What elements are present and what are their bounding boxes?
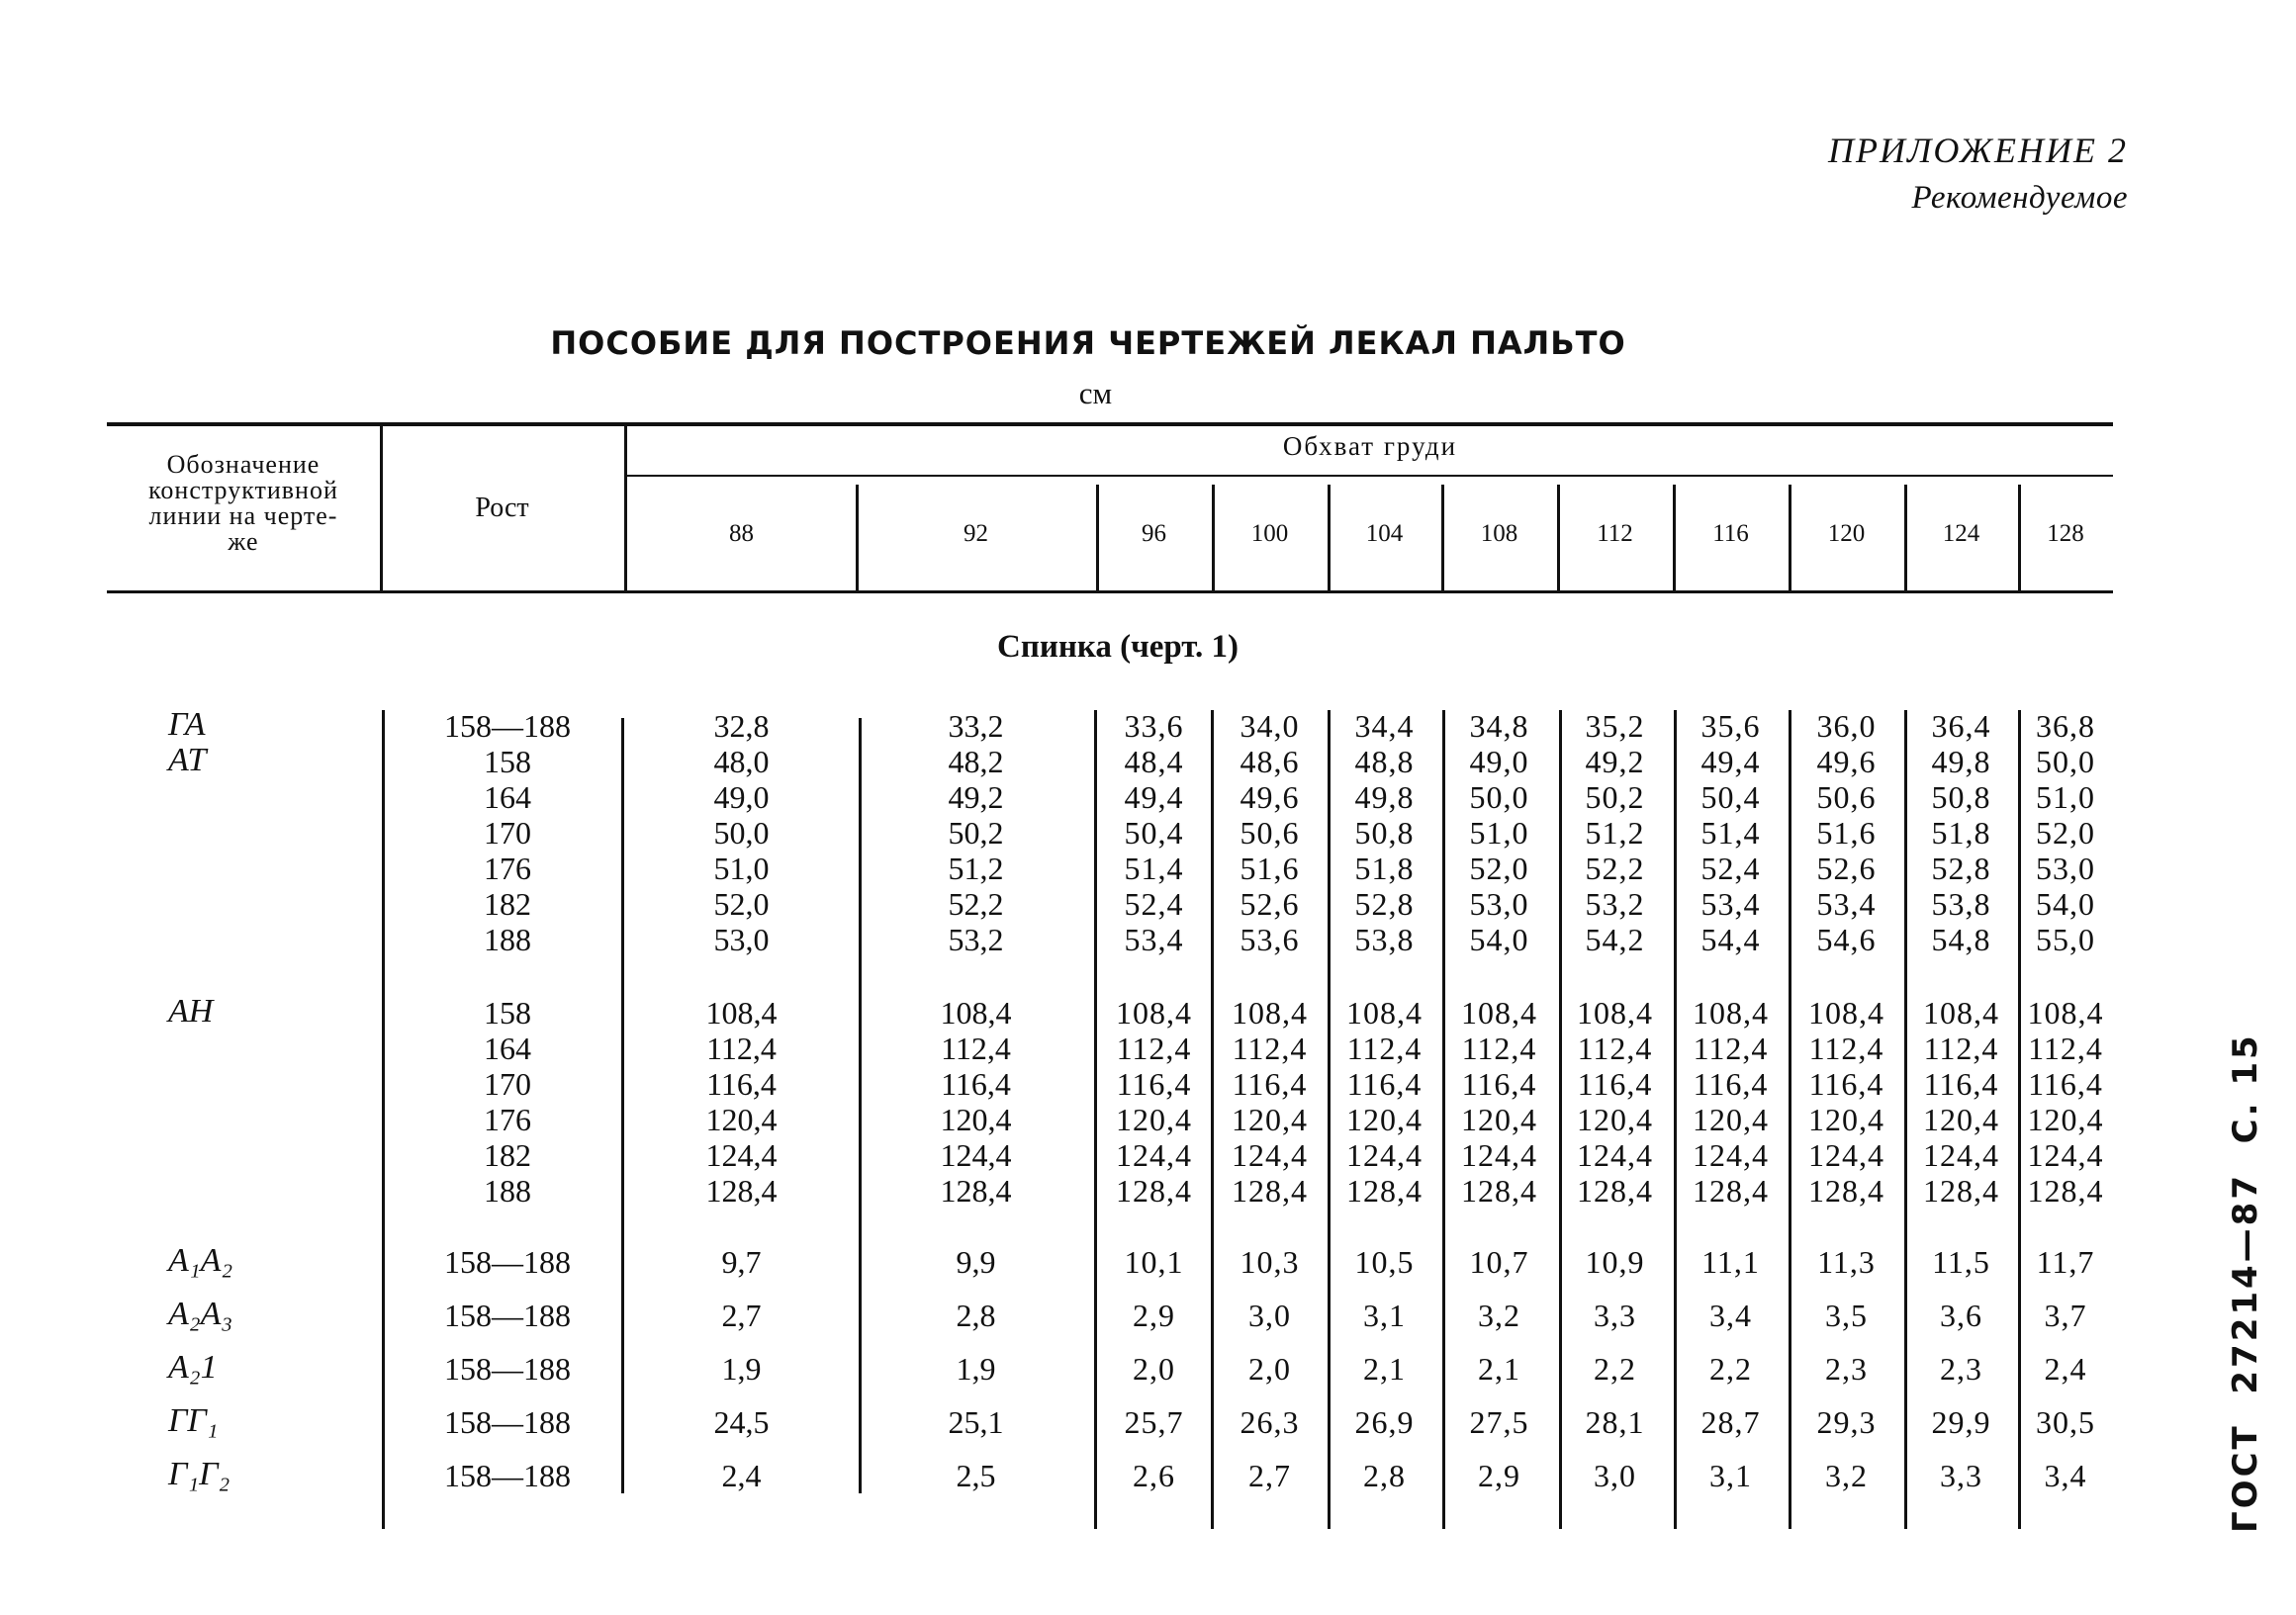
- table-cell: 54,0: [2036, 886, 2095, 922]
- size-header-112: 112: [1597, 520, 1633, 547]
- table-cell: 112,4: [1808, 1031, 1884, 1066]
- row-height: 158—188: [444, 1244, 571, 1280]
- table-cell: 124,4: [2027, 1137, 2104, 1173]
- table-cell: 50,0: [2036, 744, 2095, 779]
- table-cell: 128,4: [705, 1173, 778, 1209]
- table-cell: 3,0: [1594, 1458, 1636, 1493]
- table-cell: 36,8: [2036, 708, 2095, 744]
- table-cell: 11,3: [1817, 1244, 1876, 1280]
- table-cell: 108,4: [1808, 995, 1884, 1031]
- table-cell: 52,4: [1700, 851, 1761, 886]
- table-cell: 2,1: [1478, 1351, 1520, 1387]
- row-height: 182: [484, 1137, 531, 1173]
- document-title: ПОСОБИЕ ДЛЯ ПОСТРОЕНИЯ ЧЕРТЕЖЕЙ ЛЕКАЛ ПАЛЬТО: [550, 324, 1626, 362]
- table-cell: 48,6: [1240, 744, 1300, 779]
- table-cell: 3,2: [1825, 1458, 1868, 1493]
- table-cell: 25,7: [1124, 1404, 1184, 1440]
- row-height: 182: [484, 886, 531, 922]
- table-cell: 54,8: [1931, 922, 1991, 957]
- table-cell: 51,8: [1931, 815, 1991, 851]
- table-cell: 2,8: [956, 1298, 996, 1333]
- table-cell: 112,4: [941, 1031, 1011, 1066]
- table-cell: 112,4: [2028, 1031, 2103, 1066]
- table-cell: 2,3: [1940, 1351, 1982, 1387]
- table-cell: 3,7: [2044, 1298, 2087, 1333]
- table-cell: 120,4: [1461, 1102, 1537, 1137]
- table-cell: 124,4: [705, 1137, 778, 1173]
- table-cell: 53,0: [2036, 851, 2095, 886]
- table-cell: 3,2: [1478, 1298, 1520, 1333]
- row-height: 158—188: [444, 1404, 571, 1440]
- table-cell: 116,4: [1232, 1066, 1308, 1102]
- table-cell: 3,1: [1709, 1458, 1752, 1493]
- table-cell: 112,4: [1693, 1031, 1769, 1066]
- table-cell: 54,0: [1469, 922, 1529, 957]
- appendix-label: ПРИЛОЖЕНИЕ 2: [1828, 131, 2128, 170]
- table-cell: 3,4: [2044, 1458, 2087, 1493]
- row-label: A₂1: [168, 1349, 218, 1386]
- table-cell: 52,8: [1354, 886, 1415, 922]
- table-cell: 2,2: [1594, 1351, 1636, 1387]
- table-cell: 116,4: [1461, 1066, 1537, 1102]
- table-cell: 112,4: [1116, 1031, 1192, 1066]
- table-cell: 33,2: [948, 708, 1004, 744]
- row-label: АТ: [168, 742, 207, 778]
- table-cell: 52,0: [1469, 851, 1529, 886]
- table-cell: 3,0: [1248, 1298, 1291, 1333]
- table-cell: 52,6: [1816, 851, 1877, 886]
- table-cell: 2,4: [2044, 1351, 2087, 1387]
- table-cell: 48,0: [713, 744, 770, 779]
- table-cell: 124,4: [1808, 1137, 1884, 1173]
- table-cell: 112,4: [1577, 1031, 1653, 1066]
- row-height: 158—188: [444, 1298, 571, 1333]
- table-cell: 2,7: [1248, 1458, 1291, 1493]
- table-cell: 116,4: [2028, 1066, 2103, 1102]
- table-cell: 2,7: [721, 1298, 762, 1333]
- size-header-120: 120: [1827, 520, 1866, 547]
- table-cell: 49,6: [1816, 744, 1877, 779]
- table-cell: 35,2: [1585, 708, 1645, 744]
- table-cell: 116,4: [1346, 1066, 1423, 1102]
- table-cell: 2,0: [1248, 1351, 1291, 1387]
- table-cell: 54,6: [1816, 922, 1877, 957]
- table-cell: 10,9: [1585, 1244, 1645, 1280]
- row-label: A₂A₃: [168, 1296, 233, 1332]
- table-cell: 50,8: [1354, 815, 1415, 851]
- table-cell: 53,8: [1354, 922, 1415, 957]
- table-cell: 124,4: [940, 1137, 1012, 1173]
- size-header-100: 100: [1250, 520, 1289, 547]
- table-cell: 108,4: [1461, 995, 1537, 1031]
- table-cell: 53,4: [1124, 922, 1184, 957]
- row-label: АН: [168, 993, 214, 1030]
- row-height: 158—188: [444, 708, 571, 744]
- table-cell: 53,4: [1700, 886, 1761, 922]
- table-cell: 120,4: [2027, 1102, 2104, 1137]
- table-cell: 48,2: [948, 744, 1004, 779]
- table-cell: 50,4: [1124, 815, 1184, 851]
- table-cell: 50,2: [948, 815, 1004, 851]
- table-cell: 108,4: [705, 995, 778, 1031]
- table-cell: 10,3: [1240, 1244, 1300, 1280]
- size-header-128: 128: [2047, 520, 2084, 547]
- table-cell: 124,4: [1116, 1137, 1192, 1173]
- table-cell: 120,4: [705, 1102, 778, 1137]
- table-cell: 128,4: [940, 1173, 1012, 1209]
- table-cell: 49,6: [1240, 779, 1300, 815]
- table-cell: 55,0: [2036, 922, 2095, 957]
- table-cell: 108,4: [2027, 995, 2104, 1031]
- height-header: Рост: [475, 493, 529, 523]
- table-cell: 30,5: [2036, 1404, 2095, 1440]
- table-cell: 34,4: [1354, 708, 1415, 744]
- row-height: 170: [484, 1066, 531, 1102]
- row-height: 158—188: [444, 1458, 571, 1493]
- header-bottom-rule: [107, 590, 2113, 593]
- table-cell: 54,4: [1700, 922, 1761, 957]
- table-cell: 25,1: [948, 1404, 1004, 1440]
- table-cell: 51,0: [1469, 815, 1529, 851]
- table-cell: 3,6: [1940, 1298, 1982, 1333]
- row-height: 164: [484, 779, 531, 815]
- table-cell: 29,3: [1816, 1404, 1877, 1440]
- table-cell: 49,0: [1469, 744, 1529, 779]
- section-title: Спинка (черт. 1): [996, 629, 1240, 665]
- table-cell: 51,4: [1124, 851, 1184, 886]
- table-cell: 2,8: [1363, 1458, 1406, 1493]
- table-cell: 52,0: [713, 886, 770, 922]
- table-cell: 112,4: [1461, 1031, 1537, 1066]
- table-cell: 51,4: [1700, 815, 1761, 851]
- table-cell: 32,8: [713, 708, 770, 744]
- table-cell: 51,0: [713, 851, 770, 886]
- table-cell: 52,4: [1124, 886, 1184, 922]
- chest-group-header: Обхват груди: [1282, 431, 1458, 461]
- table-cell: 50,0: [1469, 779, 1529, 815]
- table-cell: 10,5: [1354, 1244, 1415, 1280]
- row-height: 158—188: [444, 1351, 571, 1387]
- table-cell: 36,4: [1931, 708, 1991, 744]
- table-cell: 49,2: [948, 779, 1004, 815]
- size-header-92: 92: [964, 520, 988, 547]
- table-cell: 11,7: [2036, 1244, 2095, 1280]
- row-height: 158: [484, 744, 531, 779]
- size-header-104: 104: [1365, 520, 1404, 547]
- table-cell: 29,9: [1931, 1404, 1991, 1440]
- table-cell: 49,2: [1585, 744, 1645, 779]
- table-cell: 52,0: [2036, 815, 2095, 851]
- table-cell: 33,6: [1124, 708, 1184, 744]
- designation-header-line: Обозначение: [166, 450, 321, 479]
- table-cell: 51,8: [1354, 851, 1415, 886]
- table-cell: 11,5: [1932, 1244, 1990, 1280]
- table-cell: 120,4: [1808, 1102, 1884, 1137]
- table-cell: 52,2: [1585, 851, 1645, 886]
- table-cell: 9,7: [721, 1244, 762, 1280]
- row-height: 176: [484, 851, 531, 886]
- table-cell: 120,4: [1923, 1102, 1999, 1137]
- table-cell: 50,0: [713, 815, 770, 851]
- table-cell: 124,4: [1923, 1137, 1999, 1173]
- table-cell: 48,8: [1354, 744, 1415, 779]
- table-cell: 52,6: [1240, 886, 1300, 922]
- designation-header: [107, 452, 380, 555]
- table-cell: 120,4: [1346, 1102, 1423, 1137]
- table-cell: 120,4: [1693, 1102, 1769, 1137]
- table-cell: 52,8: [1931, 851, 1991, 886]
- table-cell: 128,4: [1116, 1173, 1192, 1209]
- table-cell: 53,0: [713, 922, 770, 957]
- table-cell: 128,4: [1232, 1173, 1308, 1209]
- table-cell: 53,8: [1931, 886, 1991, 922]
- table-top-rule: [107, 422, 2113, 426]
- table-cell: 2,5: [956, 1458, 996, 1493]
- table-cell: 124,4: [1693, 1137, 1769, 1173]
- table-cell: 2,4: [721, 1458, 762, 1493]
- table-cell: 54,2: [1585, 922, 1645, 957]
- table-cell: 108,4: [940, 995, 1012, 1031]
- table-cell: 2,0: [1133, 1351, 1175, 1387]
- table-cell: 120,4: [1116, 1102, 1192, 1137]
- chest-group-rule: [627, 475, 2113, 477]
- table-cell: 50,8: [1931, 779, 1991, 815]
- table-cell: 116,4: [1693, 1066, 1769, 1102]
- table-cell: 35,6: [1700, 708, 1761, 744]
- side-gost-label: ГОСТ 27214—87 С. 15: [2226, 1032, 2265, 1533]
- row-height: 188: [484, 922, 531, 957]
- row-height: 170: [484, 815, 531, 851]
- table-cell: 128,4: [2027, 1173, 2104, 1209]
- table-cell: 2,1: [1363, 1351, 1406, 1387]
- size-header-116: 116: [1712, 520, 1749, 547]
- table-cell: 51,2: [1585, 815, 1645, 851]
- table-cell: 53,6: [1240, 922, 1300, 957]
- table-cell: 34,0: [1240, 708, 1300, 744]
- size-header-124: 124: [1942, 520, 1980, 547]
- table-cell: 51,6: [1816, 815, 1877, 851]
- size-header-96: 96: [1142, 520, 1166, 547]
- table-cell: 116,4: [1923, 1066, 1999, 1102]
- table-cell: 120,4: [1232, 1102, 1308, 1137]
- table-cell: 48,4: [1124, 744, 1184, 779]
- table-cell: 34,8: [1469, 708, 1529, 744]
- table-cell: 116,4: [1116, 1066, 1192, 1102]
- row-label: A₁A₂: [168, 1242, 233, 1279]
- table-cell: 49,8: [1354, 779, 1415, 815]
- table-cell: 128,4: [1461, 1173, 1537, 1209]
- row-height: 164: [484, 1031, 531, 1066]
- table-cell: 2,2: [1709, 1351, 1752, 1387]
- table-cell: 116,4: [1577, 1066, 1653, 1102]
- table-cell: 51,0: [2036, 779, 2095, 815]
- table-cell: 112,4: [1232, 1031, 1308, 1066]
- table-cell: 124,4: [1577, 1137, 1653, 1173]
- appendix-sub: Рекомендуемое: [1911, 180, 2128, 216]
- table-cell: 108,4: [1693, 995, 1769, 1031]
- appendix-block: [1828, 127, 2128, 222]
- table-cell: 36,0: [1816, 708, 1877, 744]
- table-cell: 53,2: [1585, 886, 1645, 922]
- table-cell: 108,4: [1346, 995, 1423, 1031]
- table-cell: 10,1: [1124, 1244, 1184, 1280]
- table-cell: 128,4: [1346, 1173, 1423, 1209]
- table-cell: 53,2: [948, 922, 1004, 957]
- table-cell: 49,0: [713, 779, 770, 815]
- table-cell: 49,8: [1931, 744, 1991, 779]
- size-header-88: 88: [729, 520, 754, 547]
- table-cell: 108,4: [1923, 995, 1999, 1031]
- table-cell: 3,3: [1940, 1458, 1982, 1493]
- row-label: ГА: [168, 706, 206, 743]
- unit-label: см: [1078, 376, 1113, 410]
- table-cell: 50,2: [1585, 779, 1645, 815]
- size-header-108: 108: [1480, 520, 1518, 547]
- table-cell: 112,4: [1346, 1031, 1423, 1066]
- table-cell: 2,6: [1133, 1458, 1175, 1493]
- table-cell: 1,9: [721, 1351, 762, 1387]
- table-cell: 124,4: [1346, 1137, 1423, 1173]
- row-height: 158: [484, 995, 531, 1031]
- table-cell: 3,1: [1363, 1298, 1406, 1333]
- table-cell: 2,3: [1825, 1351, 1868, 1387]
- table-cell: 26,3: [1240, 1404, 1300, 1440]
- table-cell: 51,2: [948, 851, 1004, 886]
- table-cell: 28,7: [1700, 1404, 1761, 1440]
- table-cell: 120,4: [940, 1102, 1012, 1137]
- table-cell: 50,4: [1700, 779, 1761, 815]
- table-cell: 128,4: [1577, 1173, 1653, 1209]
- table-cell: 120,4: [1577, 1102, 1653, 1137]
- table-cell: 112,4: [1923, 1031, 1999, 1066]
- table-cell: 128,4: [1808, 1173, 1884, 1209]
- table-cell: 108,4: [1232, 995, 1308, 1031]
- table-cell: 49,4: [1124, 779, 1184, 815]
- table-cell: 51,6: [1240, 851, 1300, 886]
- table-cell: 53,4: [1816, 886, 1877, 922]
- table-cell: 124,4: [1232, 1137, 1308, 1173]
- table-cell: 52,2: [948, 886, 1004, 922]
- row-height: 188: [484, 1173, 531, 1209]
- table-cell: 124,4: [1461, 1137, 1537, 1173]
- table-cell: 9,9: [956, 1244, 996, 1280]
- table-cell: 2,9: [1133, 1298, 1175, 1333]
- table-cell: 3,3: [1594, 1298, 1636, 1333]
- table-cell: 24,5: [713, 1404, 770, 1440]
- row-label: ГГ₁: [168, 1402, 219, 1439]
- table-cell: 1,9: [956, 1351, 996, 1387]
- row-label: Г₁Г₂: [168, 1456, 230, 1492]
- designation-header-line: конструктивной: [148, 476, 338, 504]
- table-cell: 116,4: [941, 1066, 1011, 1102]
- table-cell: 116,4: [1808, 1066, 1884, 1102]
- table-cell: 27,5: [1469, 1404, 1529, 1440]
- table-cell: 28,1: [1585, 1404, 1645, 1440]
- table-cell: 128,4: [1923, 1173, 1999, 1209]
- table-cell: 49,4: [1700, 744, 1761, 779]
- table-cell: 50,6: [1240, 815, 1300, 851]
- table-cell: 116,4: [706, 1066, 777, 1102]
- table-cell: 108,4: [1116, 995, 1192, 1031]
- designation-header-line: линии на черте-: [148, 501, 338, 530]
- table-cell: 50,6: [1816, 779, 1877, 815]
- table-cell: 108,4: [1577, 995, 1653, 1031]
- table-cell: 2,9: [1478, 1458, 1520, 1493]
- table-cell: 3,5: [1825, 1298, 1868, 1333]
- table-cell: 128,4: [1693, 1173, 1769, 1209]
- row-height: 176: [484, 1102, 531, 1137]
- table-cell: 26,9: [1354, 1404, 1415, 1440]
- table-cell: 112,4: [706, 1031, 777, 1066]
- table-cell: 10,7: [1469, 1244, 1529, 1280]
- table-cell: 3,4: [1709, 1298, 1752, 1333]
- designation-header-line: же: [228, 527, 259, 556]
- table-cell: 53,0: [1469, 886, 1529, 922]
- table-cell: 11,1: [1701, 1244, 1760, 1280]
